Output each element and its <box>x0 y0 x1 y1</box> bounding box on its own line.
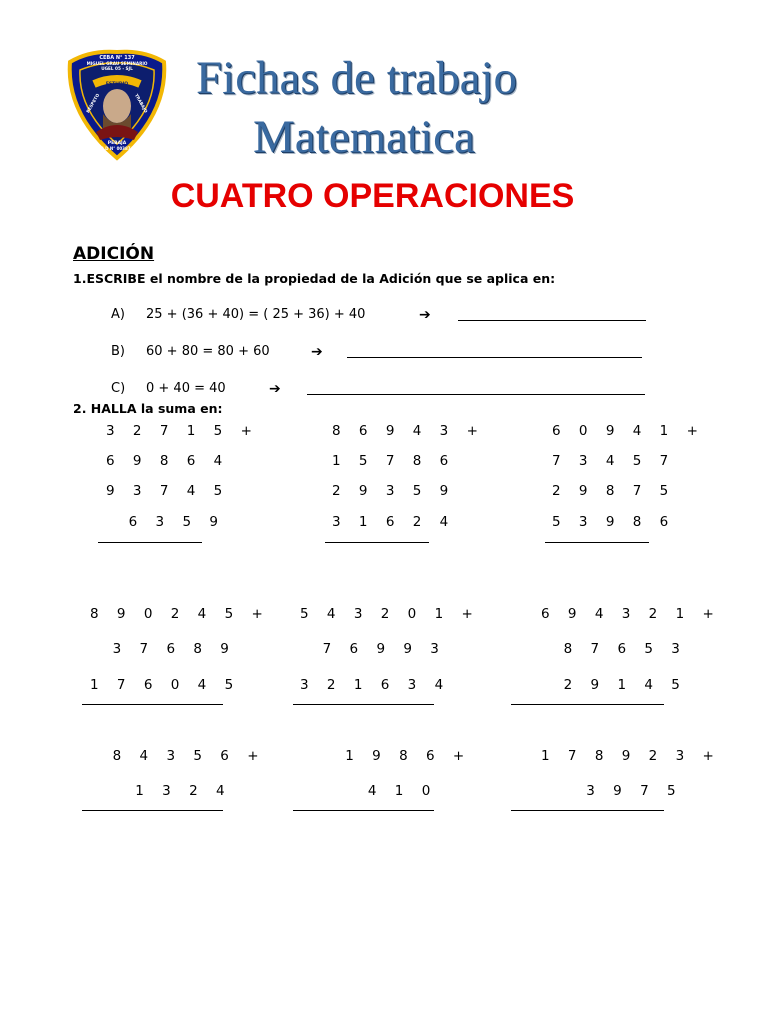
problem-1-row-4: 6 3 5 9 <box>106 514 225 530</box>
problem-9-row-2: 3 9 7 5 <box>541 783 683 799</box>
problem-7-sum-line <box>82 810 223 811</box>
problem-1-sum-line <box>98 542 202 543</box>
problem-6-row-3: 2 9 1 4 5 <box>541 677 687 693</box>
problem-5-sum-line <box>293 704 434 705</box>
problem-4-row-1: 8 9 0 2 4 5 + <box>90 606 270 622</box>
property-b-label: B) <box>111 344 125 359</box>
crest-bottom-text2: R D N° 003874 <box>100 146 134 151</box>
problem-5-row-1: 5 4 3 2 0 1 + <box>300 606 480 622</box>
property-a-answer-line <box>458 320 646 321</box>
problem-3-sum-line <box>545 542 649 543</box>
property-c-label: C) <box>111 381 126 396</box>
school-crest-logo <box>64 44 170 162</box>
problem-3-row-1: 6 0 9 4 1 + <box>552 423 705 439</box>
problem-2-row-2: 1 5 7 8 6 <box>332 453 456 469</box>
problem-8-row-2: 4 1 0 <box>300 783 438 799</box>
section-heading: ADICIÓN <box>73 244 155 264</box>
problem-9-row-1: 1 7 8 9 2 3 + <box>541 748 721 764</box>
worksheet-title-line1: Fichas de trabajo <box>196 52 518 104</box>
property-c-arrow-icon: ➔ <box>269 381 281 397</box>
crest-bottom-text: PEBAJA <box>107 141 127 146</box>
problem-7-row-2: 1 3 2 4 <box>90 783 232 799</box>
problem-4-sum-line <box>82 704 223 705</box>
problem-2-row-1: 8 6 9 4 3 + <box>332 423 485 439</box>
problem-8-sum-line <box>293 810 434 811</box>
problem-1-row-3: 9 3 7 4 5 <box>106 483 230 499</box>
problem-4-row-3: 1 7 6 0 4 5 <box>90 677 241 693</box>
problem-5-row-3: 3 2 1 6 3 4 <box>300 677 451 693</box>
instruction-2: 2. HALLA la suma en: <box>73 401 223 416</box>
crest-left-word: RESPETO <box>85 92 101 114</box>
problem-3-row-2: 7 3 4 5 7 <box>552 453 676 469</box>
crest-line3: UGEL 05 - SJL <box>101 66 133 71</box>
problem-3-row-4: 5 3 9 8 6 <box>552 514 676 530</box>
problem-9-sum-line <box>511 810 664 811</box>
property-a-expression: 25 + (36 + 40) = ( 25 + 36) + 40 <box>146 307 366 322</box>
worksheet-title-line2: Matematica <box>253 111 475 163</box>
crest-top-text: CEBA N° 137 <box>99 55 135 61</box>
crest-right-word: TRABAJO <box>133 92 149 114</box>
property-c-expression: 0 + 40 = 40 <box>146 381 226 396</box>
property-a-label: A) <box>111 307 125 322</box>
worksheet-subtitle: CUATRO OPERACIONES <box>170 177 575 215</box>
problem-6-row-2: 8 7 6 5 3 <box>541 641 687 657</box>
problem-4-row-2: 3 7 6 8 9 <box>90 641 236 657</box>
problem-2-row-3: 2 9 3 5 9 <box>332 483 456 499</box>
problem-1-row-2: 6 9 8 6 4 <box>106 453 230 469</box>
property-b-expression: 60 + 80 = 80 + 60 <box>146 344 270 359</box>
problem-6-sum-line <box>511 704 664 705</box>
crest-banner: ESTUDIO <box>105 82 129 87</box>
problem-7-row-1: 8 4 3 5 6 + <box>90 748 266 764</box>
problem-2-sum-line <box>325 542 429 543</box>
instruction-1: 1.ESCRIBE el nombre de la propiedad de la Adición que se aplica en: <box>73 271 556 286</box>
problem-3-row-3: 2 9 8 7 5 <box>552 483 676 499</box>
property-b-arrow-icon: ➔ <box>311 344 323 360</box>
property-c-answer-line <box>307 394 645 395</box>
problem-8-row-1: 1 9 8 6 + <box>300 748 472 764</box>
problem-2-row-4: 3 1 6 2 4 <box>332 514 456 530</box>
property-a-arrow-icon: ➔ <box>419 307 431 323</box>
crest-line2: MIGUEL GRAU SEMINARIO <box>86 61 148 66</box>
problem-1-row-1: 3 2 7 1 5 + <box>106 423 259 439</box>
problem-5-row-2: 7 6 9 9 3 <box>300 641 446 657</box>
problem-6-row-1: 6 9 4 3 2 1 + <box>541 606 721 622</box>
property-b-answer-line <box>347 357 642 358</box>
